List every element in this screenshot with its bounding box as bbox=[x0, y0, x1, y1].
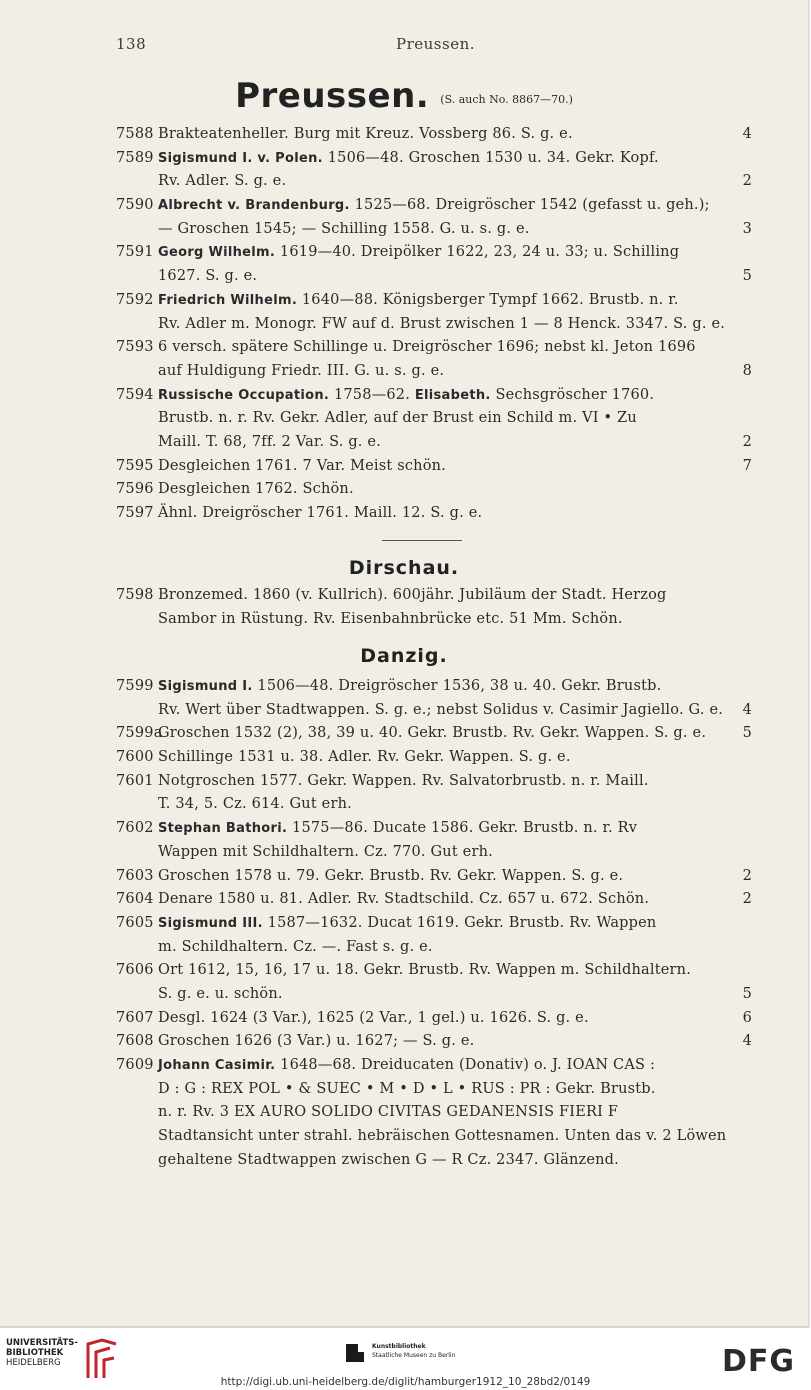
description-text: 1627. S. g. e. bbox=[158, 268, 258, 285]
entry-text bbox=[158, 1054, 655, 1078]
catalog-entry bbox=[0, 959, 808, 1006]
entry-text bbox=[158, 194, 710, 218]
entry-text bbox=[158, 1007, 589, 1031]
lot-value: 2 bbox=[742, 867, 752, 884]
catalog-entry bbox=[0, 123, 808, 147]
entry-line bbox=[0, 289, 808, 313]
entry-line bbox=[0, 455, 808, 479]
ruler-name: Johann Casimir. bbox=[158, 1058, 276, 1073]
lot-number: 7595 bbox=[116, 457, 154, 474]
entry-text bbox=[158, 770, 649, 794]
entry-line bbox=[0, 983, 808, 1007]
running-title: Preussen. bbox=[396, 35, 476, 53]
catalog-entry bbox=[0, 912, 808, 959]
entry-text bbox=[158, 793, 352, 817]
entry-line bbox=[0, 1007, 808, 1031]
lot-number: 7594 bbox=[116, 386, 154, 403]
entry-text bbox=[158, 478, 354, 502]
entry-text bbox=[158, 336, 696, 360]
description-text: Groschen 1578 u. 79. Gekr. Brustb. Rv. Gekr. Wappen. S. g. e. bbox=[158, 867, 624, 884]
description-text: 1587—1632. Ducat 1619. Gekr. Brustb. Rv. Wappen bbox=[262, 914, 657, 931]
logo-line: BIBLIOTHEK bbox=[6, 1348, 64, 1358]
catalog-entry bbox=[0, 746, 808, 770]
description-text: Wappen mit Schildhaltern. Cz. 770. Gut erh. bbox=[158, 843, 493, 860]
description-text: Schillinge 1531 u. 38. Adler. Rv. Gekr. Wappen. S. g. e. bbox=[158, 749, 571, 766]
entry-text bbox=[158, 218, 530, 242]
entry-line bbox=[0, 1078, 808, 1102]
entry-text bbox=[158, 1078, 656, 1102]
entry-line bbox=[0, 722, 808, 746]
entry-line bbox=[0, 194, 808, 218]
page-number: 138 bbox=[116, 35, 147, 53]
entry-line bbox=[0, 1030, 808, 1054]
catalog-entry bbox=[0, 1007, 808, 1031]
entry-text bbox=[158, 936, 433, 960]
logo-line: HEIDELBERG bbox=[6, 1358, 61, 1368]
entry-line bbox=[0, 384, 808, 408]
entry-text bbox=[158, 959, 691, 983]
ruler-name: Sigismund I. bbox=[158, 679, 253, 694]
catalog-entry bbox=[0, 478, 808, 502]
lot-number: 7599 bbox=[116, 678, 154, 694]
entry-text bbox=[158, 170, 286, 194]
permalink-url[interactable]: http://digi.ub.uni-heidelberg.de/diglit/hamburger1912_10_28bd2/0149 bbox=[220, 1376, 591, 1388]
entry-line bbox=[0, 313, 808, 337]
description-text: D : G : REX POL • & SUEC • M • D • L • RUS : PR : Gekr. Brustb. bbox=[158, 1080, 656, 1097]
description-text: Ort 1612, 15, 16, 17 u. 18. Gekr. Brustb. Rv. Wappen m. Schildhaltern. bbox=[158, 962, 692, 979]
entry-text bbox=[158, 384, 654, 408]
entry-text bbox=[158, 265, 257, 289]
entry-text bbox=[158, 147, 659, 171]
logo-line: Kunstbibliothek bbox=[372, 1343, 426, 1350]
description-text: Maill. T. 68, 7ff. 2 Var. S. g. e. bbox=[158, 433, 382, 450]
description-text: auf Huldigung Friedr. III. G. u. s. g. e. bbox=[158, 362, 445, 379]
description-text: Sambor in Rüstung. Rv. Eisenbahnbrücke etc. 51 Mm. Schön. bbox=[158, 610, 623, 627]
catalog-entry bbox=[0, 1054, 808, 1172]
entry-line bbox=[0, 793, 808, 817]
entry-list-preussen bbox=[0, 123, 808, 526]
ruler-name: Sigismund III. bbox=[158, 915, 263, 931]
entry-text bbox=[158, 407, 637, 431]
lot-number: 7589 bbox=[116, 149, 154, 166]
catalog-entry bbox=[0, 770, 808, 817]
entry-line bbox=[0, 1125, 808, 1149]
description-text: 6 versch. spätere Schillinge u. Dreigröscher 1696; nebst kl. Jeton 1696 bbox=[158, 339, 696, 356]
catalog-entry bbox=[0, 289, 808, 336]
lot-value: 2 bbox=[742, 173, 752, 190]
description-text: 1525—68. Dreigröscher 1542 (gefasst u. geh.); bbox=[349, 197, 710, 214]
entry-line bbox=[0, 218, 808, 242]
entry-line bbox=[0, 241, 808, 265]
entry-text bbox=[158, 502, 482, 526]
entry-line bbox=[0, 147, 808, 171]
logo-line: UNIVERSITÄTS- bbox=[6, 1338, 78, 1348]
ruler-name: Stephan Bathori. bbox=[158, 821, 288, 837]
catalog-entry bbox=[0, 584, 808, 631]
description-text: gehaltene Stadtwappen zwischen G — R Cz. 2347. Glänzend. bbox=[158, 1151, 619, 1168]
section-divider bbox=[382, 540, 462, 541]
lot-number: 7608 bbox=[116, 1033, 154, 1050]
entry-line bbox=[0, 865, 808, 889]
lot-number: 7599a bbox=[116, 725, 163, 742]
entry-line bbox=[0, 502, 808, 526]
description-text: 1758—62. bbox=[329, 386, 415, 403]
catalog-entry bbox=[0, 194, 808, 241]
catalog-entry bbox=[0, 1030, 808, 1054]
description-text: 1506—48. Dreigröscher 1536, 38 u. 40. Gekr. Brustb. bbox=[252, 678, 662, 694]
entry-text bbox=[158, 123, 573, 147]
lot-number: 7590 bbox=[116, 197, 154, 214]
description-text: 1640—88. Königsberger Tympf 1662. Brustb. n. r. bbox=[297, 291, 679, 308]
description-text: S. g. e. u. schön. bbox=[158, 985, 283, 1002]
lot-number: 7600 bbox=[116, 749, 154, 766]
entry-text bbox=[158, 455, 446, 479]
lot-value: 2 bbox=[742, 891, 752, 908]
entry-text bbox=[158, 1125, 726, 1149]
lot-value: 4 bbox=[742, 126, 752, 142]
description-text: Stadtansicht unter strahl. hebräischen Gottesnamen. Unten das v. 2 Löwen bbox=[158, 1128, 727, 1145]
lot-value: 2 bbox=[742, 433, 752, 450]
lot-value: 8 bbox=[742, 362, 752, 379]
entry-text bbox=[158, 841, 493, 865]
entry-text bbox=[158, 817, 637, 841]
catalog-entry bbox=[0, 865, 808, 889]
entry-line bbox=[0, 841, 808, 865]
entry-text bbox=[158, 360, 444, 384]
description-text: Desgl. 1624 (3 Var.), 1625 (2 Var., 1 gel.) u. 1626. S. g. e. bbox=[158, 1009, 589, 1026]
kunstbibliothek-logo[interactable] bbox=[344, 1336, 504, 1368]
entry-text bbox=[158, 584, 667, 608]
lot-number: 7598 bbox=[116, 587, 154, 603]
description-text: 1506—48. Groschen 1530 u. 34. Gekr. Kopf. bbox=[322, 149, 659, 166]
catalog-entry bbox=[0, 675, 808, 722]
catalog-entry bbox=[0, 336, 808, 383]
description-text: 1619—40. Dreipölker 1622, 23, 24 u. 33; u. Schilling bbox=[275, 244, 680, 261]
entry-line bbox=[0, 770, 808, 794]
catalog-entry bbox=[0, 384, 808, 455]
description-text: m. Schildhaltern. Cz. —. Fast s. g. e. bbox=[158, 938, 433, 955]
description-text: Rv. Adler. S. g. e. bbox=[158, 173, 287, 190]
description-text: Rv. Adler m. Monogr. FW auf d. Brust zwischen 1 — 8 Henck. 3347. S. g. e. bbox=[158, 315, 726, 332]
section-heading-preussen bbox=[0, 76, 808, 116]
entry-text bbox=[158, 865, 623, 889]
entry-line bbox=[0, 336, 808, 360]
ruler-name: Albrecht v. Brandenburg. bbox=[158, 198, 350, 214]
description-text: Desgleichen 1761. 7 Var. Meist schön. bbox=[158, 457, 446, 474]
footer-bar bbox=[0, 1330, 811, 1390]
entry-line bbox=[0, 265, 808, 289]
entry-text bbox=[158, 699, 723, 723]
lot-number: 7596 bbox=[116, 481, 154, 498]
university-mark-icon bbox=[84, 1338, 120, 1380]
section-heading-danzig bbox=[0, 645, 808, 667]
lot-number: 7605 bbox=[116, 914, 154, 931]
entry-text bbox=[158, 746, 571, 770]
running-head bbox=[116, 35, 756, 55]
section-title: Preussen. bbox=[235, 76, 430, 116]
catalog-entry bbox=[0, 888, 808, 912]
entry-line bbox=[0, 817, 808, 841]
entry-line bbox=[0, 1149, 808, 1173]
description-text: Brakteatenheller. Burg mit Kreuz. Vossberg 86. S. g. e. bbox=[158, 126, 573, 142]
entry-line bbox=[0, 123, 808, 147]
description-text: Notgroschen 1577. Gekr. Wappen. Rv. Salvatorbrustb. n. r. Maill. bbox=[158, 772, 649, 789]
lot-value: 6 bbox=[742, 1009, 752, 1026]
catalog-entry bbox=[0, 502, 808, 526]
lot-number: 7604 bbox=[116, 891, 154, 908]
lot-number: 7593 bbox=[116, 339, 154, 356]
logo-line: Staatliche Museen zu Berlin bbox=[372, 1352, 456, 1359]
catalog-entry bbox=[0, 241, 808, 288]
section-note: (S. auch No. 8867—70.) bbox=[440, 93, 573, 106]
entry-line bbox=[0, 584, 808, 608]
section-title: Danzig. bbox=[360, 645, 448, 667]
section-heading-dirschau bbox=[0, 557, 808, 579]
entry-text bbox=[158, 608, 623, 632]
entry-text bbox=[158, 431, 381, 455]
lot-number: 7603 bbox=[116, 867, 154, 884]
description-text: — Groschen 1545; — Schilling 1558. G. u. s. g. e. bbox=[158, 220, 530, 237]
catalog-entry bbox=[0, 455, 808, 479]
description-text: Groschen 1532 (2), 38, 39 u. 40. Gekr. Brustb. Rv. Gekr. Wappen. S. g. e. bbox=[158, 725, 707, 742]
entry-list-dirschau bbox=[0, 584, 808, 631]
lot-number: 7601 bbox=[116, 772, 154, 789]
entry-line bbox=[0, 431, 808, 455]
entry-text bbox=[158, 1101, 618, 1125]
description-text: Ähnl. Dreigröscher 1761. Maill. 12. S. g. e. bbox=[158, 505, 483, 521]
lot-number: 7592 bbox=[116, 291, 154, 308]
description-text: Brustb. n. r. Rv. Gekr. Adler, auf der Brust ein Schild m. VI • Zu bbox=[158, 410, 637, 427]
lot-value: 4 bbox=[742, 1033, 752, 1050]
entry-line bbox=[0, 959, 808, 983]
entry-line bbox=[0, 478, 808, 502]
entry-text bbox=[158, 1030, 474, 1054]
dfg-logo[interactable]: DFG bbox=[722, 1344, 796, 1379]
entry-text bbox=[158, 241, 679, 265]
description-text: 1575—86. Ducate 1586. Gekr. Brustb. n. r. Rv bbox=[287, 820, 638, 837]
ruler-name: Georg Wilhelm. bbox=[158, 245, 276, 261]
entry-line bbox=[0, 936, 808, 960]
section-title: Dirschau. bbox=[348, 557, 460, 579]
lot-number: 7597 bbox=[116, 505, 154, 521]
ruler-name: Russische Occupation. bbox=[158, 387, 330, 403]
entry-text bbox=[158, 289, 679, 313]
lot-value: 5 bbox=[742, 725, 752, 742]
description-text: Rv. Wert über Stadtwappen. S. g. e.; nebst Solidus v. Casimir Jagiello. G. e. bbox=[158, 701, 724, 718]
entry-line bbox=[0, 746, 808, 770]
entry-line bbox=[0, 699, 808, 723]
entry-line bbox=[0, 912, 808, 936]
entry-text bbox=[158, 1149, 619, 1173]
lot-value: 5 bbox=[742, 985, 752, 1002]
university-library-text bbox=[6, 1338, 78, 1368]
entry-text bbox=[158, 888, 649, 912]
kunstbibliothek-text bbox=[372, 1342, 455, 1360]
description-text: n. r. Rv. 3 EX AURO SOLIDO CIVITAS GEDANENSIS FIERI F bbox=[158, 1104, 619, 1121]
lot-number: 7606 bbox=[116, 962, 154, 979]
description-text: Bronzemed. 1860 (v. Kullrich). 600jähr. Jubiläum der Stadt. Herzog bbox=[158, 587, 667, 603]
lot-value: 5 bbox=[742, 268, 752, 285]
lot-value: 3 bbox=[742, 220, 752, 237]
catalog-entry bbox=[0, 147, 808, 194]
lot-value: 4 bbox=[742, 701, 752, 718]
entry-line bbox=[0, 170, 808, 194]
description-text: Desgleichen 1762. Schön. bbox=[158, 481, 354, 498]
entry-line bbox=[0, 888, 808, 912]
ruler-name: Sigismund I. v. Polen. bbox=[158, 150, 323, 166]
entry-text bbox=[158, 983, 283, 1007]
ruler-name: Elisabeth. bbox=[414, 387, 491, 403]
entry-text bbox=[158, 313, 725, 337]
entry-line bbox=[0, 407, 808, 431]
entry-text bbox=[158, 722, 706, 746]
lot-number: 7591 bbox=[116, 244, 154, 261]
entry-line bbox=[0, 675, 808, 699]
ruler-name: Friedrich Wilhelm. bbox=[158, 292, 298, 308]
catalog-entry bbox=[0, 817, 808, 864]
description-text: 1648—68. Dreiducaten (Donativ) o. J. IOAN CAS : bbox=[275, 1057, 656, 1073]
kunstbibliothek-mark-icon bbox=[344, 1342, 366, 1364]
entry-text bbox=[158, 675, 661, 699]
entry-list-danzig bbox=[0, 675, 808, 1172]
lot-number: 7607 bbox=[116, 1009, 154, 1026]
entry-line bbox=[0, 1054, 808, 1078]
lot-number: 7609 bbox=[116, 1057, 154, 1073]
entry-line bbox=[0, 1101, 808, 1125]
description-text: Denare 1580 u. 81. Adler. Rv. Stadtschild. Cz. 657 u. 672. Schön. bbox=[158, 891, 650, 908]
description-text: Groschen 1626 (3 Var.) u. 1627; — S. g. e. bbox=[158, 1033, 475, 1050]
lot-number: 7602 bbox=[116, 820, 154, 837]
description-text: Sechsgröscher 1760. bbox=[490, 386, 655, 403]
lot-value: 7 bbox=[742, 457, 752, 474]
lot-number: 7588 bbox=[116, 126, 154, 142]
entry-line bbox=[0, 608, 808, 632]
description-text: T. 34, 5. Cz. 614. Gut erh. bbox=[158, 796, 352, 813]
catalog-entry bbox=[0, 722, 808, 746]
entry-line bbox=[0, 360, 808, 384]
entry-text bbox=[158, 912, 656, 936]
